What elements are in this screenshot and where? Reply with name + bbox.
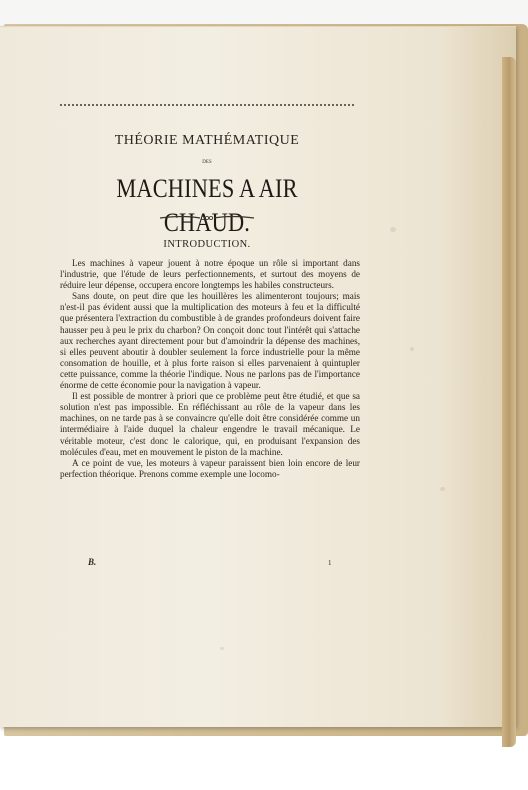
foxing-spot: [220, 647, 224, 650]
title-des: DES: [202, 160, 212, 165]
foxing-spot: [410, 347, 414, 351]
paragraph-4: A ce point de vue, les moteurs à vapeur paraissent bien loin encore de leur perfection théorique. Prenons comme exemple une locomo-: [60, 457, 360, 479]
foxing-spot: [440, 487, 445, 491]
ornament-rule: [158, 214, 256, 222]
body-text: [60, 258, 360, 480]
foxing-spot: [390, 227, 396, 232]
section-heading: INTRODUCTION.: [163, 239, 251, 250]
title-line-2: MACHINES A AIR CHAUD.: [116, 174, 298, 237]
title-line-1: THÉORIE MATHÉMATIQUE: [114, 133, 300, 148]
paragraph-3: Il est possible de montrer à priori que ce problème peut être étudié, et que sa solution n'est pas impossible. En réfléchissant au rôle de la vapeur dans les machines, on ne tarde pas à se convaincre qu'elle doit être considérée comme un intermédiaire à l'aide duquel la chaleur engendre le travail mécanique. Le véritable moteur, c'est donc le calorique, qui, en produisant l'expansion des molécules d'eau, met en mouvement le piston de la machine.: [60, 391, 360, 457]
page-number: 1: [328, 559, 332, 567]
page-edge: [502, 57, 516, 747]
paragraph-1: Les machines à vapeur jouent à notre époque un rôle si important dans l'industrie, que l'étude de leurs perfectionnements, et surtout des moyens de réduire leur dépense, occupera encore longtemps les habiles constructeurs.: [60, 258, 360, 291]
top-dotted-rule: [60, 104, 354, 106]
signature-mark: B.: [88, 557, 97, 567]
paragraph-2: Sans doute, on peut dire que les houillères les alimenteront toujours; mais n'est-il pas évident aussi que la multiplication des moteurs à feu et la difficulté que présentera l'extraction du combustible à de grandes profondeurs doivent faire hausser peu à peu le prix du charbon? On conçoit donc tout l'intérêt qui s'attache aux recherches ayant directement pour but d'amoindrir la dépense des machines, si elles peuvent aboutir à doubler seulement la force industrielle pour la même consomation de houille, et à plus forte raison si elles parvenaient à quintupler cette puissance, comme la théorie l'indique. Nous ne parlons pas de l'importance énorme de cette économie pour la navigation à vapeur.: [60, 291, 360, 391]
